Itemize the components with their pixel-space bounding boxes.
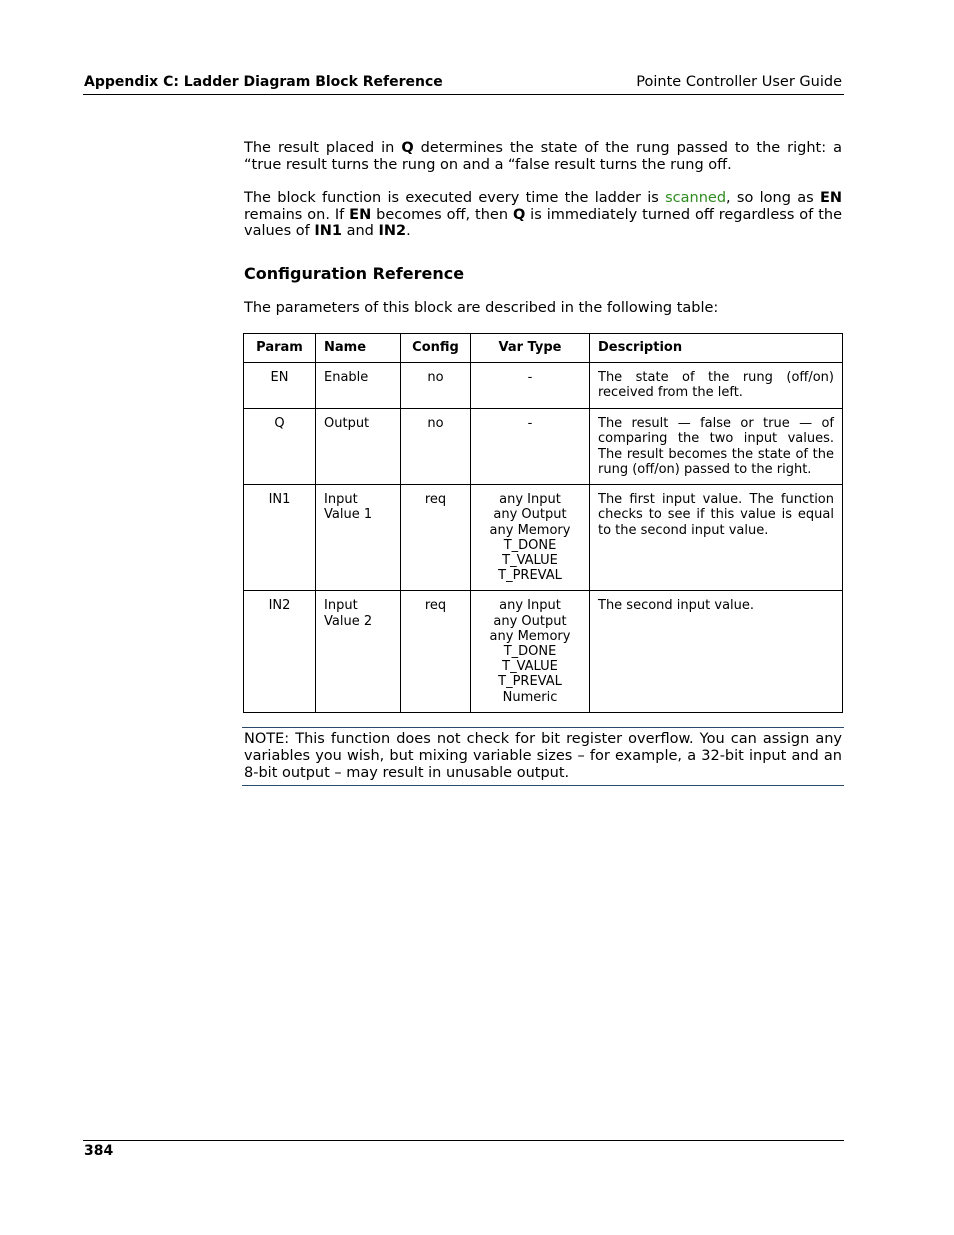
cell-description: The second input value. xyxy=(590,591,843,712)
cell-config: no xyxy=(401,409,471,485)
cell-var-type xyxy=(471,485,590,591)
page-number: 384 xyxy=(84,1143,114,1159)
column-header-description: Description xyxy=(590,334,843,363)
cell-description: The result — false or true — of comparing the two input values. The result becomes the state of the rung (off/on) passed to the right. xyxy=(590,409,843,485)
var-type-line: - xyxy=(527,370,533,386)
var-type-line: Numeric xyxy=(502,689,558,705)
table-row xyxy=(244,485,843,591)
var-type-line: T_VALUE xyxy=(502,553,558,569)
column-header-name: Name xyxy=(316,334,401,363)
cell-description: The first input value. The function checks to see if this value is equal to the second input value. xyxy=(590,485,843,591)
var-type-line: T_DONE xyxy=(503,644,557,660)
note-box: NOTE: This function does not check for bit register overflow. You can assign any variables you wish, but mixing variable sizes – for example, a 32-bit input and an 8-bit output – may result in unusable output. xyxy=(242,727,844,786)
cell-var-type xyxy=(471,409,590,485)
cell-param: IN1 xyxy=(244,485,316,591)
header-guide-title: Pointe Controller User Guide xyxy=(636,74,842,90)
cell-config: req xyxy=(401,485,471,591)
cell-param: Q xyxy=(244,409,316,485)
cell-description: The state of the rung (off/on) received from the left. xyxy=(590,363,843,409)
var-type-line: T_PREVAL xyxy=(498,674,562,690)
scanned-link[interactable]: scanned xyxy=(665,190,727,206)
column-header-config: Config xyxy=(401,334,471,363)
table-row xyxy=(244,409,843,485)
var-type-line: T_DONE xyxy=(503,537,557,553)
cell-var-type xyxy=(471,363,590,409)
cell-var-type xyxy=(471,591,590,712)
parameters-table xyxy=(243,333,843,713)
var-type-line: any Input xyxy=(499,598,561,614)
cell-name: Input Value 1 xyxy=(316,485,401,591)
var-type-line: any Memory xyxy=(489,522,571,538)
var-type-line: any Memory xyxy=(489,628,571,644)
section-heading: Configuration Reference xyxy=(244,264,465,283)
cell-name: Input Value 2 xyxy=(316,591,401,712)
cell-param: IN2 xyxy=(244,591,316,712)
cell-name: Output xyxy=(316,409,401,485)
var-type-line: T_VALUE xyxy=(502,659,558,675)
intro-paragraph-execution: The block function is executed every time the ladder is scanned, so long as EN remains on. If EN becomes off, then Q is immediately turned off regardless of the values of IN1 and IN2. xyxy=(244,190,842,239)
column-header-param: Param xyxy=(244,334,316,363)
table-lead-text: The parameters of this block are described in the following table: xyxy=(244,300,719,316)
cell-param: EN xyxy=(244,363,316,409)
var-type-line: T_PREVAL xyxy=(498,568,562,584)
var-type-line: any Output xyxy=(493,507,567,523)
var-type-line: any Output xyxy=(493,613,567,629)
var-type-line: - xyxy=(527,416,533,432)
intro-paragraph-result: The result placed in Q determines the state of the rung passed to the right: a “true result turns the rung on and a “false result turns the rung off. xyxy=(244,140,842,173)
cell-config: req xyxy=(401,591,471,712)
table-row xyxy=(244,591,843,712)
var-type-line: any Input xyxy=(499,492,561,508)
table-header-row xyxy=(244,334,843,363)
column-header-var-type: Var Type xyxy=(471,334,590,363)
page-header xyxy=(83,72,844,95)
cell-name: Enable xyxy=(316,363,401,409)
cell-config: no xyxy=(401,363,471,409)
page-footer xyxy=(83,1140,844,1159)
header-chapter-title: Appendix C: Ladder Diagram Block Reference xyxy=(84,74,443,90)
table-row xyxy=(244,363,843,409)
